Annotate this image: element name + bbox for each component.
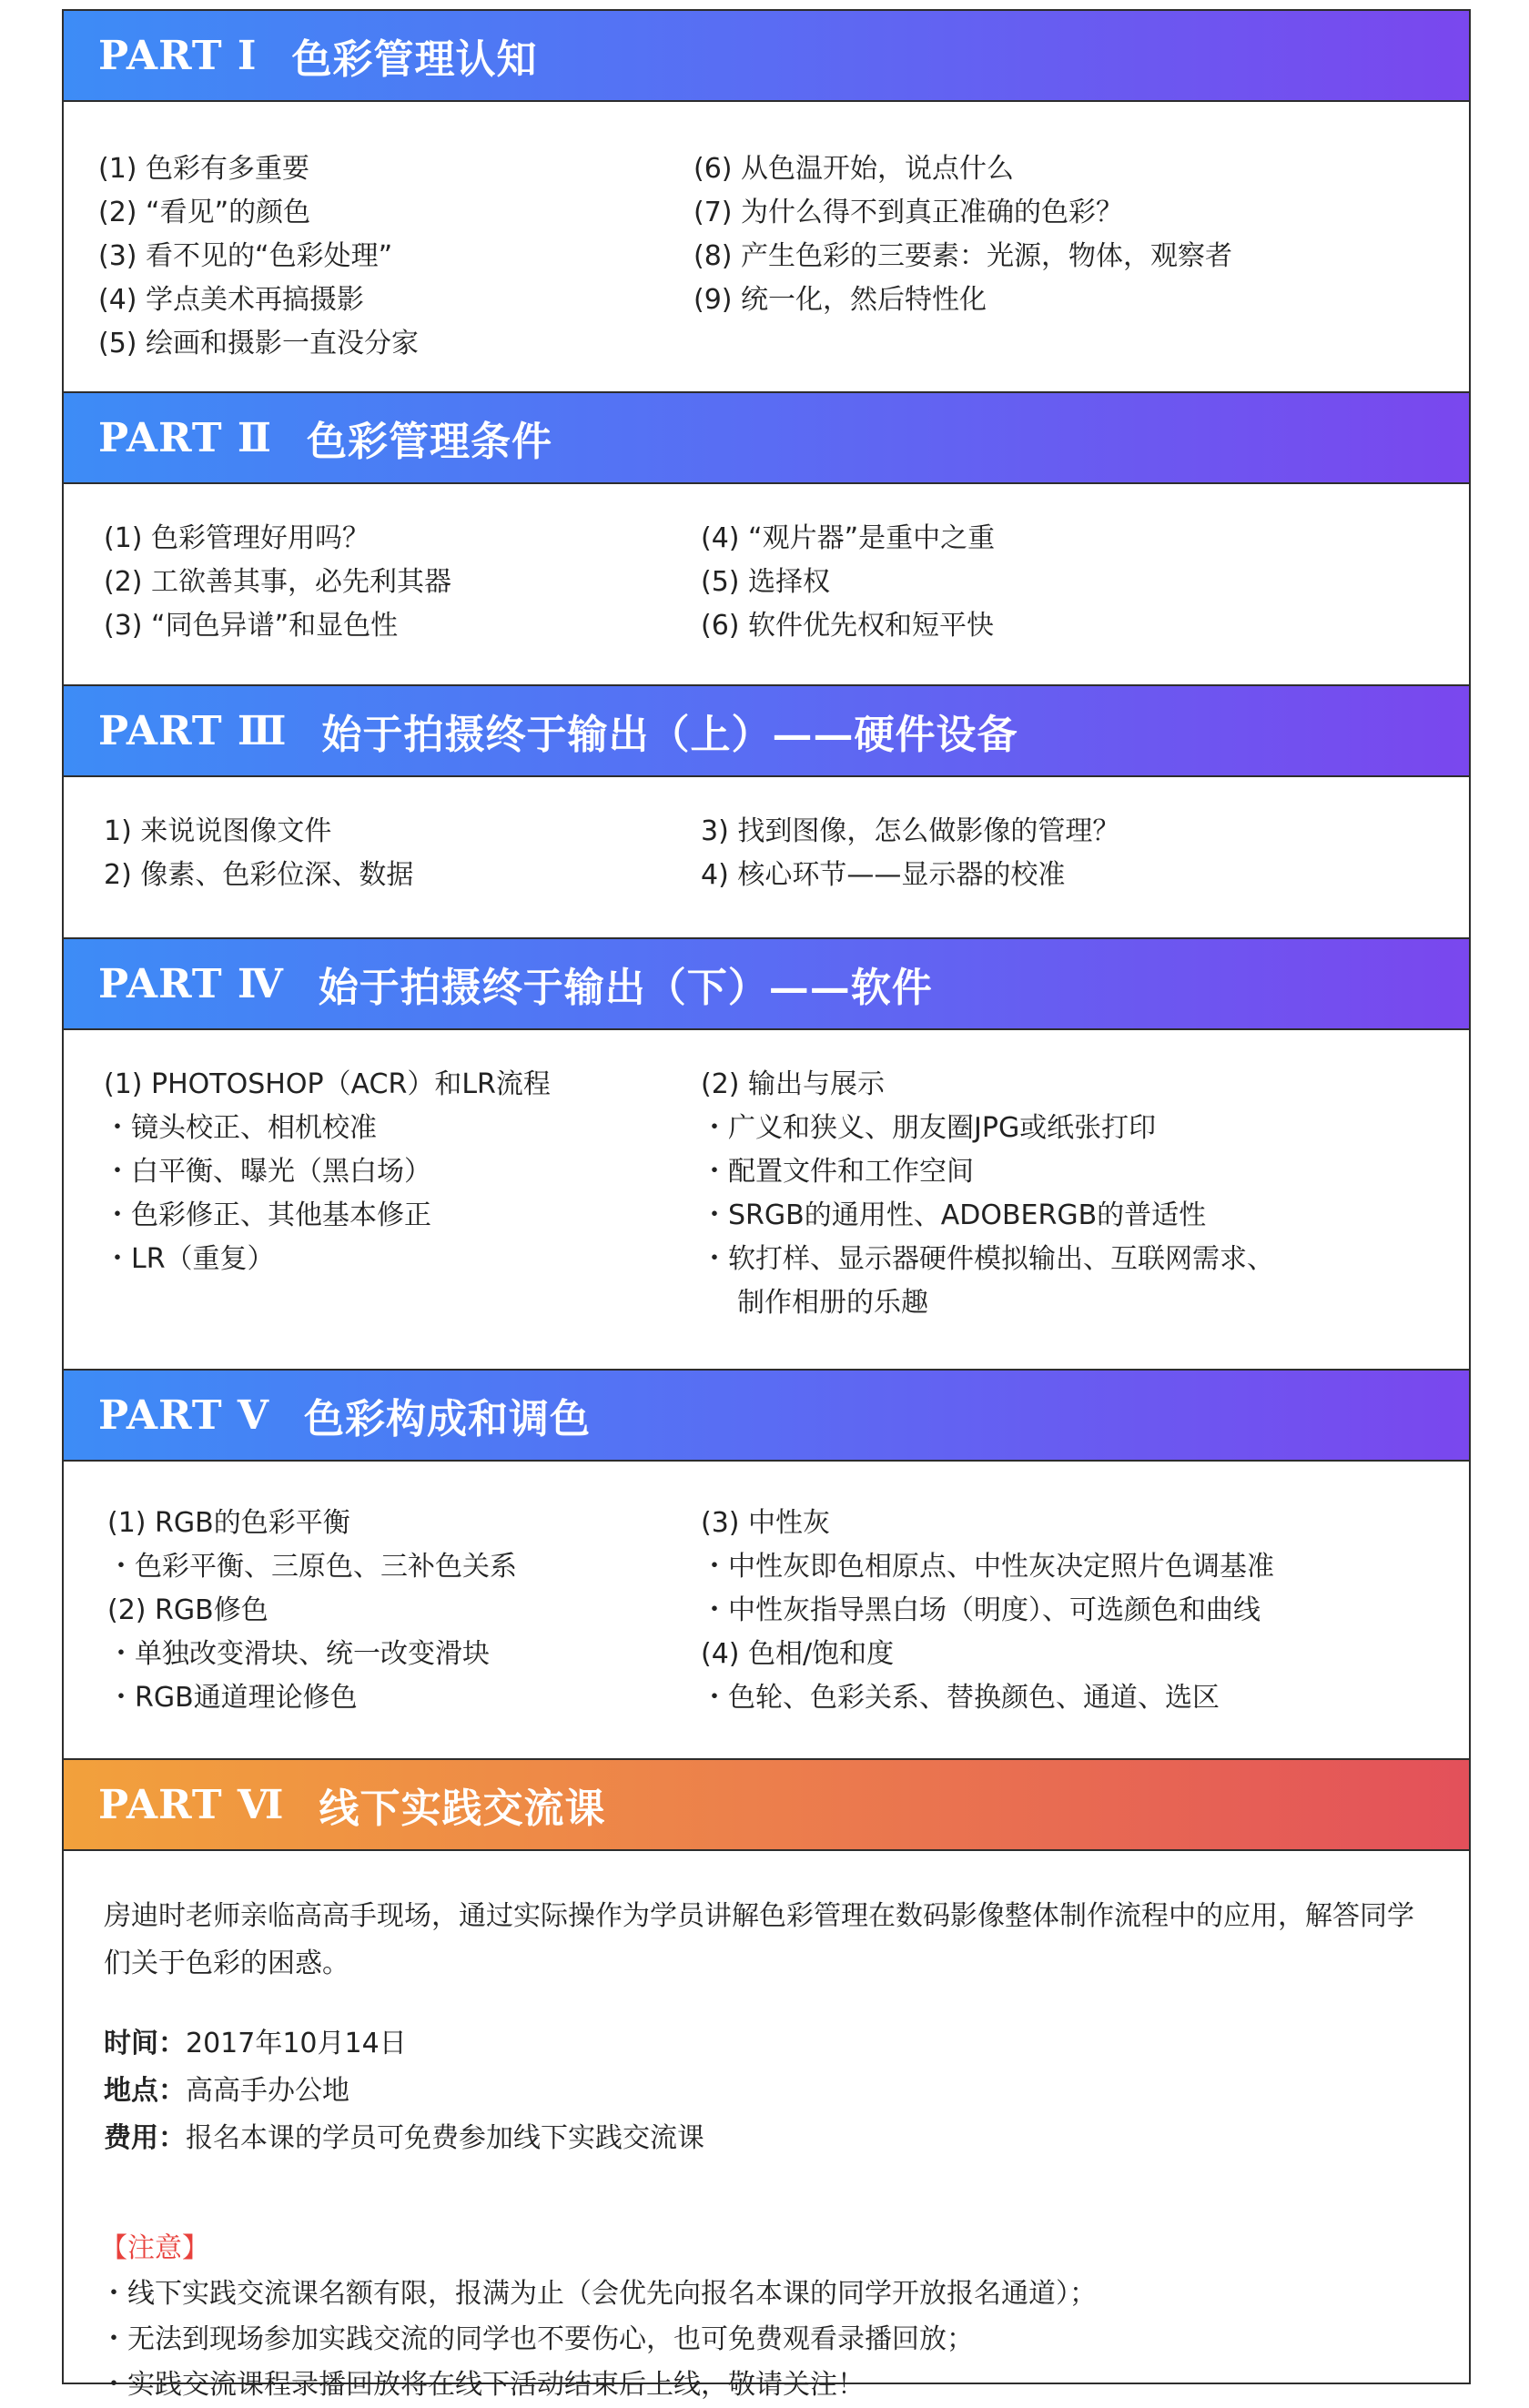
section-part-1 xyxy=(62,9,1471,393)
part-number: PART Ⅳ xyxy=(98,960,284,1007)
section-part-3 xyxy=(62,686,1471,939)
right-column xyxy=(701,810,1119,897)
fee-value: 报名本课的学员可免费参加线下实践交流课 xyxy=(186,2122,704,2154)
list-item: ・镜头校正、相机校准 xyxy=(104,1112,377,1144)
notice-title: 【注意】 xyxy=(100,2232,209,2264)
list-item: ・LR（重复） xyxy=(104,1243,275,1275)
list-item: ・配置文件和工作空间 xyxy=(701,1156,974,1188)
list-item: (1) 色彩管理好用吗？ xyxy=(104,522,370,554)
section-header xyxy=(64,1371,1469,1462)
part-number: PART Ⅲ xyxy=(98,707,288,754)
list-item: ・色彩修正、其他基本修正 xyxy=(104,1199,431,1231)
section-title: 色彩管理认知 xyxy=(291,36,538,83)
section-title: 线下实践交流课 xyxy=(319,1786,606,1832)
list-item: ・RGB通道理论修色 xyxy=(107,1682,358,1714)
right-column xyxy=(701,1502,1274,1720)
list-item: (2) “看见”的颜色 xyxy=(98,197,311,228)
list-item: ・广义和狭义、朋友圈JPG或纸张打印 xyxy=(701,1112,1157,1144)
section-header xyxy=(64,686,1469,777)
list-item: 4) 核心环节——显示器的校准 xyxy=(701,859,1066,891)
list-item: ・单独改变滑块、统一改变滑块 xyxy=(107,1638,490,1670)
list-item: (5) 选择权 xyxy=(701,566,831,598)
notice-item: ・线下实践交流课名额有限，报满为止（会优先向报名本课的同学开放报名通道）； xyxy=(100,2278,1097,2310)
list-item: ・中性灰即色相原点、中性灰决定照片色调基准 xyxy=(701,1551,1274,1583)
fee-row xyxy=(104,2115,1414,2162)
list-item: (5) 绘画和摄影一直没分家 xyxy=(98,328,420,359)
part-number: PART Ⅵ xyxy=(98,1781,285,1828)
list-item: (1) 色彩有多重要 xyxy=(98,153,310,185)
list-item: (7) 为什么得不到真正准确的色彩？ xyxy=(694,197,1124,228)
list-item: (4) 学点美术再搞摄影 xyxy=(98,284,365,316)
list-item: ・中性灰指导黑白场（明度）、可选颜色和曲线 xyxy=(701,1594,1261,1626)
list-item: (3) “同色异谱”和显色性 xyxy=(104,610,399,642)
right-column xyxy=(694,147,1232,322)
offline-details xyxy=(104,2020,1414,2162)
time-row xyxy=(104,2020,1414,2068)
list-item: ・色彩平衡、三原色、三补色关系 xyxy=(107,1551,517,1583)
notice-item: ・无法到现场参加实践交流的同学也不要伤心，也可免费观看录播回放； xyxy=(100,2323,974,2355)
left-column xyxy=(104,810,413,897)
list-item: ・软打样、显示器硬件模拟输出、互联网需求、 xyxy=(701,1243,1274,1275)
left-column xyxy=(107,1502,517,1720)
list-item: (2) RGB修色 xyxy=(107,1594,268,1626)
list-item: (4) “观片器”是重中之重 xyxy=(701,522,996,554)
section-header xyxy=(64,1760,1469,1851)
list-item: (6) 从色温开始，说点什么 xyxy=(694,153,1015,185)
part-number: PART Ⅴ xyxy=(98,1391,270,1439)
section-title: 色彩构成和调色 xyxy=(304,1396,592,1442)
list-item: (8) 产生色彩的三要素：光源，物体，观察者 xyxy=(694,240,1233,272)
section-header xyxy=(64,11,1469,102)
list-item: (6) 软件优先权和短平快 xyxy=(701,610,995,642)
place-value: 高高手办公地 xyxy=(186,2075,349,2107)
place-label: 地点： xyxy=(104,2075,186,2107)
right-column xyxy=(701,517,995,648)
list-item-continued: 制作相册的乐趣 xyxy=(737,1287,928,1319)
list-item: 2) 像素、色彩位深、数据 xyxy=(104,859,414,891)
part-number: PART Ⅰ xyxy=(98,32,258,79)
notice-item: ・实践交流课程录播回放将在线下活动结束后上线，敬请关注！ xyxy=(100,2369,865,2401)
section-part-2 xyxy=(62,393,1471,686)
section-title: 始于拍摄终于输出（上）——硬件设备 xyxy=(321,712,1018,758)
section-part-4 xyxy=(62,939,1471,1371)
list-item: 3) 找到图像，怎么做影像的管理？ xyxy=(701,815,1120,847)
left-column xyxy=(104,517,451,648)
place-row xyxy=(104,2068,1414,2115)
list-item: ・色轮、色彩关系、替换颜色、通道、选区 xyxy=(701,1682,1220,1714)
section-title: 始于拍摄终于输出（下）——软件 xyxy=(318,965,933,1011)
offline-intro: 房迪时老师亲临高高手现场，通过实际操作为学员讲解色彩管理在数码影像整体制作流程中的应用，解答同学们关于色彩的困惑。 xyxy=(104,1900,1414,1979)
list-item: (3) 中性灰 xyxy=(701,1507,831,1539)
list-item: (2) 工欲善其事，必先利其器 xyxy=(104,566,452,598)
part-number: PART Ⅱ xyxy=(98,414,272,461)
fee-label: 费用： xyxy=(104,2122,186,2154)
left-column xyxy=(104,1063,551,1281)
list-item: (9) 统一化，然后特性化 xyxy=(694,284,987,316)
list-item: 1) 来说说图像文件 xyxy=(104,815,332,847)
section-header xyxy=(64,939,1469,1030)
list-item: (2) 输出与展示 xyxy=(701,1068,886,1100)
notice-block xyxy=(100,2226,1411,2408)
section-title: 色彩管理条件 xyxy=(306,419,552,465)
list-item: (1) RGB的色彩平衡 xyxy=(107,1507,350,1539)
list-item: (1) PHOTOSHOP（ACR）和LR流程 xyxy=(104,1068,551,1100)
list-item: ・SRGB的通用性、ADOBERGB的普适性 xyxy=(701,1199,1207,1231)
list-item: ・白平衡、曝光（黑白场） xyxy=(104,1156,431,1188)
section-part-6 xyxy=(62,1760,1471,2401)
right-column xyxy=(701,1063,1274,1325)
left-column xyxy=(98,147,419,366)
list-item: (4) 色相/饱和度 xyxy=(701,1638,895,1670)
time-value: 2017年10月14日 xyxy=(186,2028,407,2059)
section-part-5 xyxy=(62,1371,1471,1760)
list-item: (3) 看不见的“色彩处理” xyxy=(98,240,393,272)
section-header xyxy=(64,393,1469,484)
time-label: 时间： xyxy=(104,2028,186,2059)
